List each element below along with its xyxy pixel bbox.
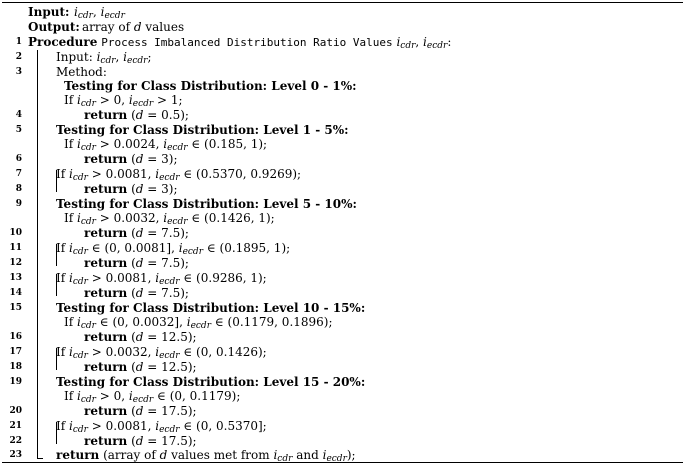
input-vars: $i_{cdr}$, $i_{ecdr}$ (74, 5, 125, 21)
line-text: return (d = 7.5); (84, 256, 189, 270)
line-number: 7 (15, 169, 22, 179)
line-number: 20 (9, 406, 22, 416)
line-text: If $i_{cdr} > 0.0024$, $i_{ecdr}$ ∈ (0.185, 1); (64, 137, 268, 153)
line-number: 23 (9, 450, 22, 460)
algo-line (0, 107, 685, 123)
procedure-line (0, 34, 685, 50)
line-text: return (array of d values met from $i_{cdr}$ and $i_{ecdr}$); (56, 448, 356, 464)
input-line (0, 4, 685, 20)
line-text: If $i_{cdr}$ ∈ (0, 0.0081], $i_{ecdr}$ ∈ (0.1895, 1); (56, 241, 291, 257)
algo-line (0, 151, 685, 167)
line-number: 8 (15, 184, 22, 194)
line-text: return (d = 0.5); (84, 108, 189, 122)
line-text: Input: $i_{cdr}$, $i_{ecdr}$; (56, 50, 152, 66)
line-number: 18 (9, 362, 22, 372)
line-text: If $i_{cdr} > 0.0032$, $i_{ecdr}$ ∈ (0.1426, 1); (64, 211, 275, 227)
line-text: return (d = 3); (84, 152, 178, 166)
line-number: 21 (9, 421, 22, 431)
line-number: 5 (15, 125, 22, 135)
line-text: return (d = 17.5); (84, 434, 197, 448)
line-number: 10 (9, 228, 22, 238)
algo-line (0, 240, 685, 256)
output-line (0, 19, 685, 35)
line-text: If $i_{cdr} > 0$, $i_{ecdr}$ ∈ (0, 0.1179); (64, 389, 241, 405)
algo-line (0, 136, 685, 152)
algo-line (0, 418, 685, 434)
level-heading: Testing for Class Distribution: Level 1 - 5%: (56, 123, 349, 137)
line-text: return (d = 17.5); (84, 404, 197, 418)
level-heading: Testing for Class Distribution: Level 15 - 20%: (56, 375, 366, 389)
line-text: If $i_{cdr} > 0.0032$, $i_{ecdr}$ ∈ (0, 0.1426); (56, 345, 267, 361)
line-text: If $i_{cdr} > 0.0081$, $i_{ecdr}$ ∈ (0.9286, 1); (56, 271, 267, 287)
algo-line (0, 270, 685, 286)
algo-line (0, 181, 685, 197)
line-text: If $i_{cdr}$ ∈ (0, 0.0032], $i_{ecdr}$ ∈ (0.1179, 0.1896); (64, 315, 333, 331)
algo-line (0, 329, 685, 345)
algo-line (0, 166, 685, 182)
input-label: Input: (28, 5, 70, 19)
line-text: return (d = 12.5); (84, 330, 197, 344)
output-text: array of d values (82, 20, 185, 34)
algo-line (0, 92, 685, 108)
line-number: 12 (9, 258, 22, 268)
algo-line (0, 210, 685, 226)
algo-line (0, 49, 685, 65)
algo-line (0, 403, 685, 419)
line-number: 3 (15, 67, 22, 77)
line-text: return (d = 7.5); (84, 226, 189, 240)
algo-line (0, 314, 685, 330)
output-label: Output: (28, 20, 80, 34)
line-text: return (d = 7.5); (84, 286, 189, 300)
line-number: 22 (9, 436, 22, 446)
line-number: 19 (9, 377, 22, 387)
procedure-header: Procedure Process Imbalanced Distribution Ratio Values $i_{cdr}$, $i_{ecdr}$: (28, 35, 452, 51)
algo-line (0, 255, 685, 271)
algo-line (0, 285, 685, 301)
algo-line (0, 359, 685, 375)
level-heading: Testing for Class Distribution: Level 10 - 15%: (56, 301, 366, 315)
algo-line (0, 344, 685, 360)
line-number: 15 (9, 303, 22, 313)
line-number: 14 (9, 288, 22, 298)
line-number: 16 (9, 332, 22, 342)
algo-line (0, 447, 685, 463)
line-number: 6 (15, 154, 22, 164)
line-number: 4 (15, 110, 22, 120)
level-heading: Testing for Class Distribution: Level 0 - 1%: (64, 79, 357, 93)
line-number: 11 (9, 243, 22, 253)
line-number: 9 (15, 199, 22, 209)
line-text: If $i_{cdr} > 0.0081$, $i_{ecdr}$ ∈ (0, 0.5370]; (56, 419, 267, 435)
line-number: 2 (15, 52, 22, 62)
line-text: return (d = 3); (84, 182, 178, 196)
level-heading: Testing for Class Distribution: Level 5 - 10%: (56, 197, 357, 211)
top-rule (2, 2, 683, 3)
line-number: 13 (9, 273, 22, 283)
line-text: If $i_{cdr} > 0.0081$, $i_{ecdr}$ ∈ (0.5370, 0.9269); (56, 167, 302, 183)
line-text: return (d = 12.5); (84, 360, 197, 374)
line-number: 1 (15, 37, 22, 47)
line-text: If $i_{cdr} > 0$, $i_{ecdr} > 1$; (64, 93, 183, 109)
algo-line (0, 388, 685, 404)
line-text: Method: (56, 65, 107, 79)
line-number: 17 (9, 347, 22, 357)
algo-line (0, 225, 685, 241)
